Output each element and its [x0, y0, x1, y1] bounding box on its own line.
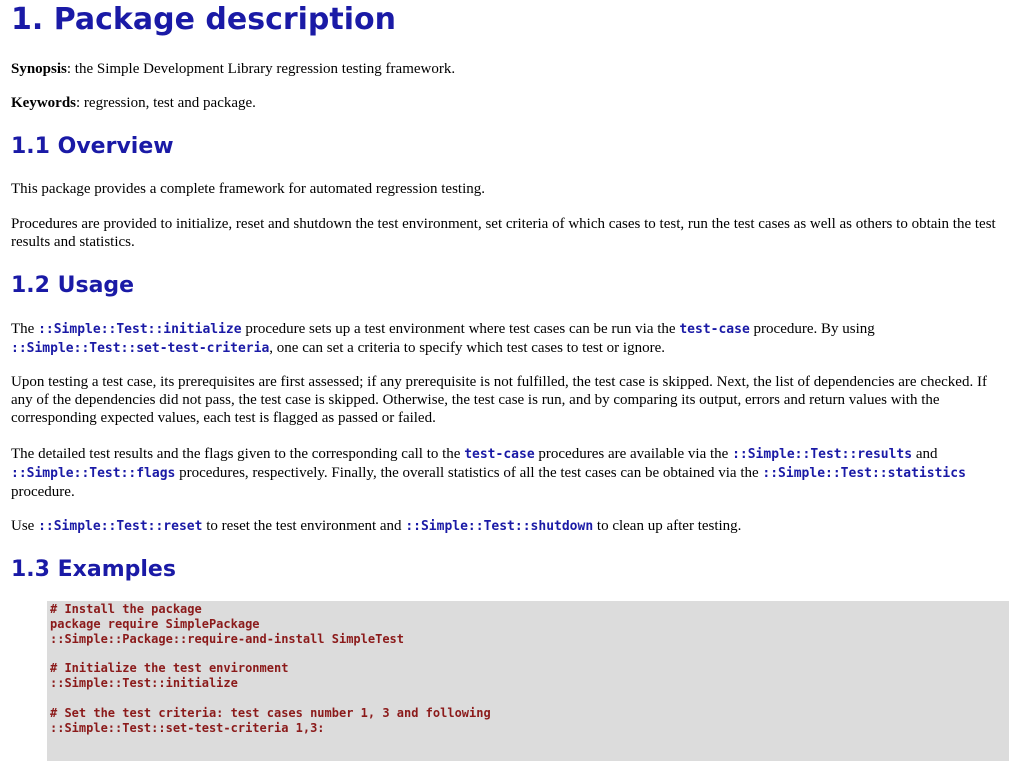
usage-paragraph-2: Upon testing a test case, its prerequisites are first assessed; if any prerequisite is not fulfilled, the test case is skipped. Next, the list of dependencies are checked. If any of the dependencies did not pass, the test case is skipped. Otherwise, the test case is run, and by comparing its output, errors and return values with the corresponding expected values, each test is flagged as passed or failed.: [11, 374, 987, 426]
usage-p4-text-3: to clean up after testing.: [593, 518, 742, 534]
examples-heading: 1.3 Examples: [11, 557, 176, 582]
reset-proc-link[interactable]: ::Simple::Test::reset: [38, 519, 203, 534]
test-case-proc-link[interactable]: test-case: [679, 322, 750, 337]
synopsis-text: : the Simple Development Library regression testing framework.: [66, 61, 456, 77]
usage-p1-text-2: procedure sets up a test environment where test cases can be run via the: [241, 321, 680, 337]
keywords-paragraph: [11, 94, 1010, 112]
overview-paragraph-2: Procedures are provided to initialize, reset and shutdown the test environment, set criteria of which cases to test, run the test cases as well as others to obtain the test results and statistics.: [11, 216, 996, 250]
usage-p3-text-1: The detailed test results and the flags given to the corresponding call to the: [11, 446, 465, 462]
usage-p3-text-2: procedures are available via the: [534, 446, 733, 462]
statistics-proc-link[interactable]: ::Simple::Test::statistics: [762, 466, 966, 481]
usage-p3-text-3: and: [912, 446, 938, 462]
usage-p4-text-1: Use: [11, 518, 39, 534]
initialize-proc-link[interactable]: ::Simple::Test::initialize: [38, 322, 242, 337]
set-test-criteria-proc-link[interactable]: ::Simple::Test::set-test-criteria: [11, 341, 270, 356]
synopsis-label: Synopsis: [11, 61, 67, 77]
code-line: package require SimplePackage: [50, 617, 260, 631]
code-line: # Initialize the test environment: [50, 661, 289, 675]
flags-proc-link[interactable]: ::Simple::Test::flags: [11, 466, 176, 481]
usage-p1-text-1: The: [11, 321, 39, 337]
usage-paragraph-3: [11, 445, 1010, 501]
page-title: 1. Package description: [11, 2, 396, 37]
keywords-text: : regression, test and package.: [76, 95, 256, 111]
code-line: # Set the test criteria: test cases number 1, 3 and following: [50, 706, 491, 720]
code-line: ::Simple::Test::set-test-criteria 1,3:: [50, 721, 325, 735]
example-code-block: [47, 601, 1009, 761]
usage-heading: 1.2 Usage: [11, 273, 135, 298]
code-line: # Install the package: [50, 602, 202, 616]
synopsis-paragraph: [11, 60, 1010, 78]
code-line: ::Simple::Package::require-and-install SimpleTest: [50, 632, 405, 646]
usage-paragraph-1: [11, 320, 1010, 358]
keywords-label: Keywords: [11, 95, 76, 111]
usage-paragraph-4: [11, 517, 1010, 536]
usage-p3-text-5: procedure.: [11, 484, 75, 500]
usage-p1-text-4: , one can set a criteria to specify which test cases to test or ignore.: [269, 340, 665, 356]
usage-p3-text-4: procedures, respectively. Finally, the overall statistics of all the test cases can be obtained via the: [175, 465, 763, 481]
usage-p1-text-3: procedure. By using: [749, 321, 875, 337]
usage-p4-text-2: to reset the test environment and: [202, 518, 406, 534]
test-case-proc-link-2[interactable]: test-case: [464, 447, 535, 462]
results-proc-link[interactable]: ::Simple::Test::results: [732, 447, 913, 462]
overview-heading: 1.1 Overview: [11, 134, 174, 159]
shutdown-proc-link[interactable]: ::Simple::Test::shutdown: [405, 519, 594, 534]
code-line: ::Simple::Test::initialize: [50, 676, 238, 690]
overview-paragraph-1: This package provides a complete framework for automated regression testing.: [11, 181, 486, 197]
